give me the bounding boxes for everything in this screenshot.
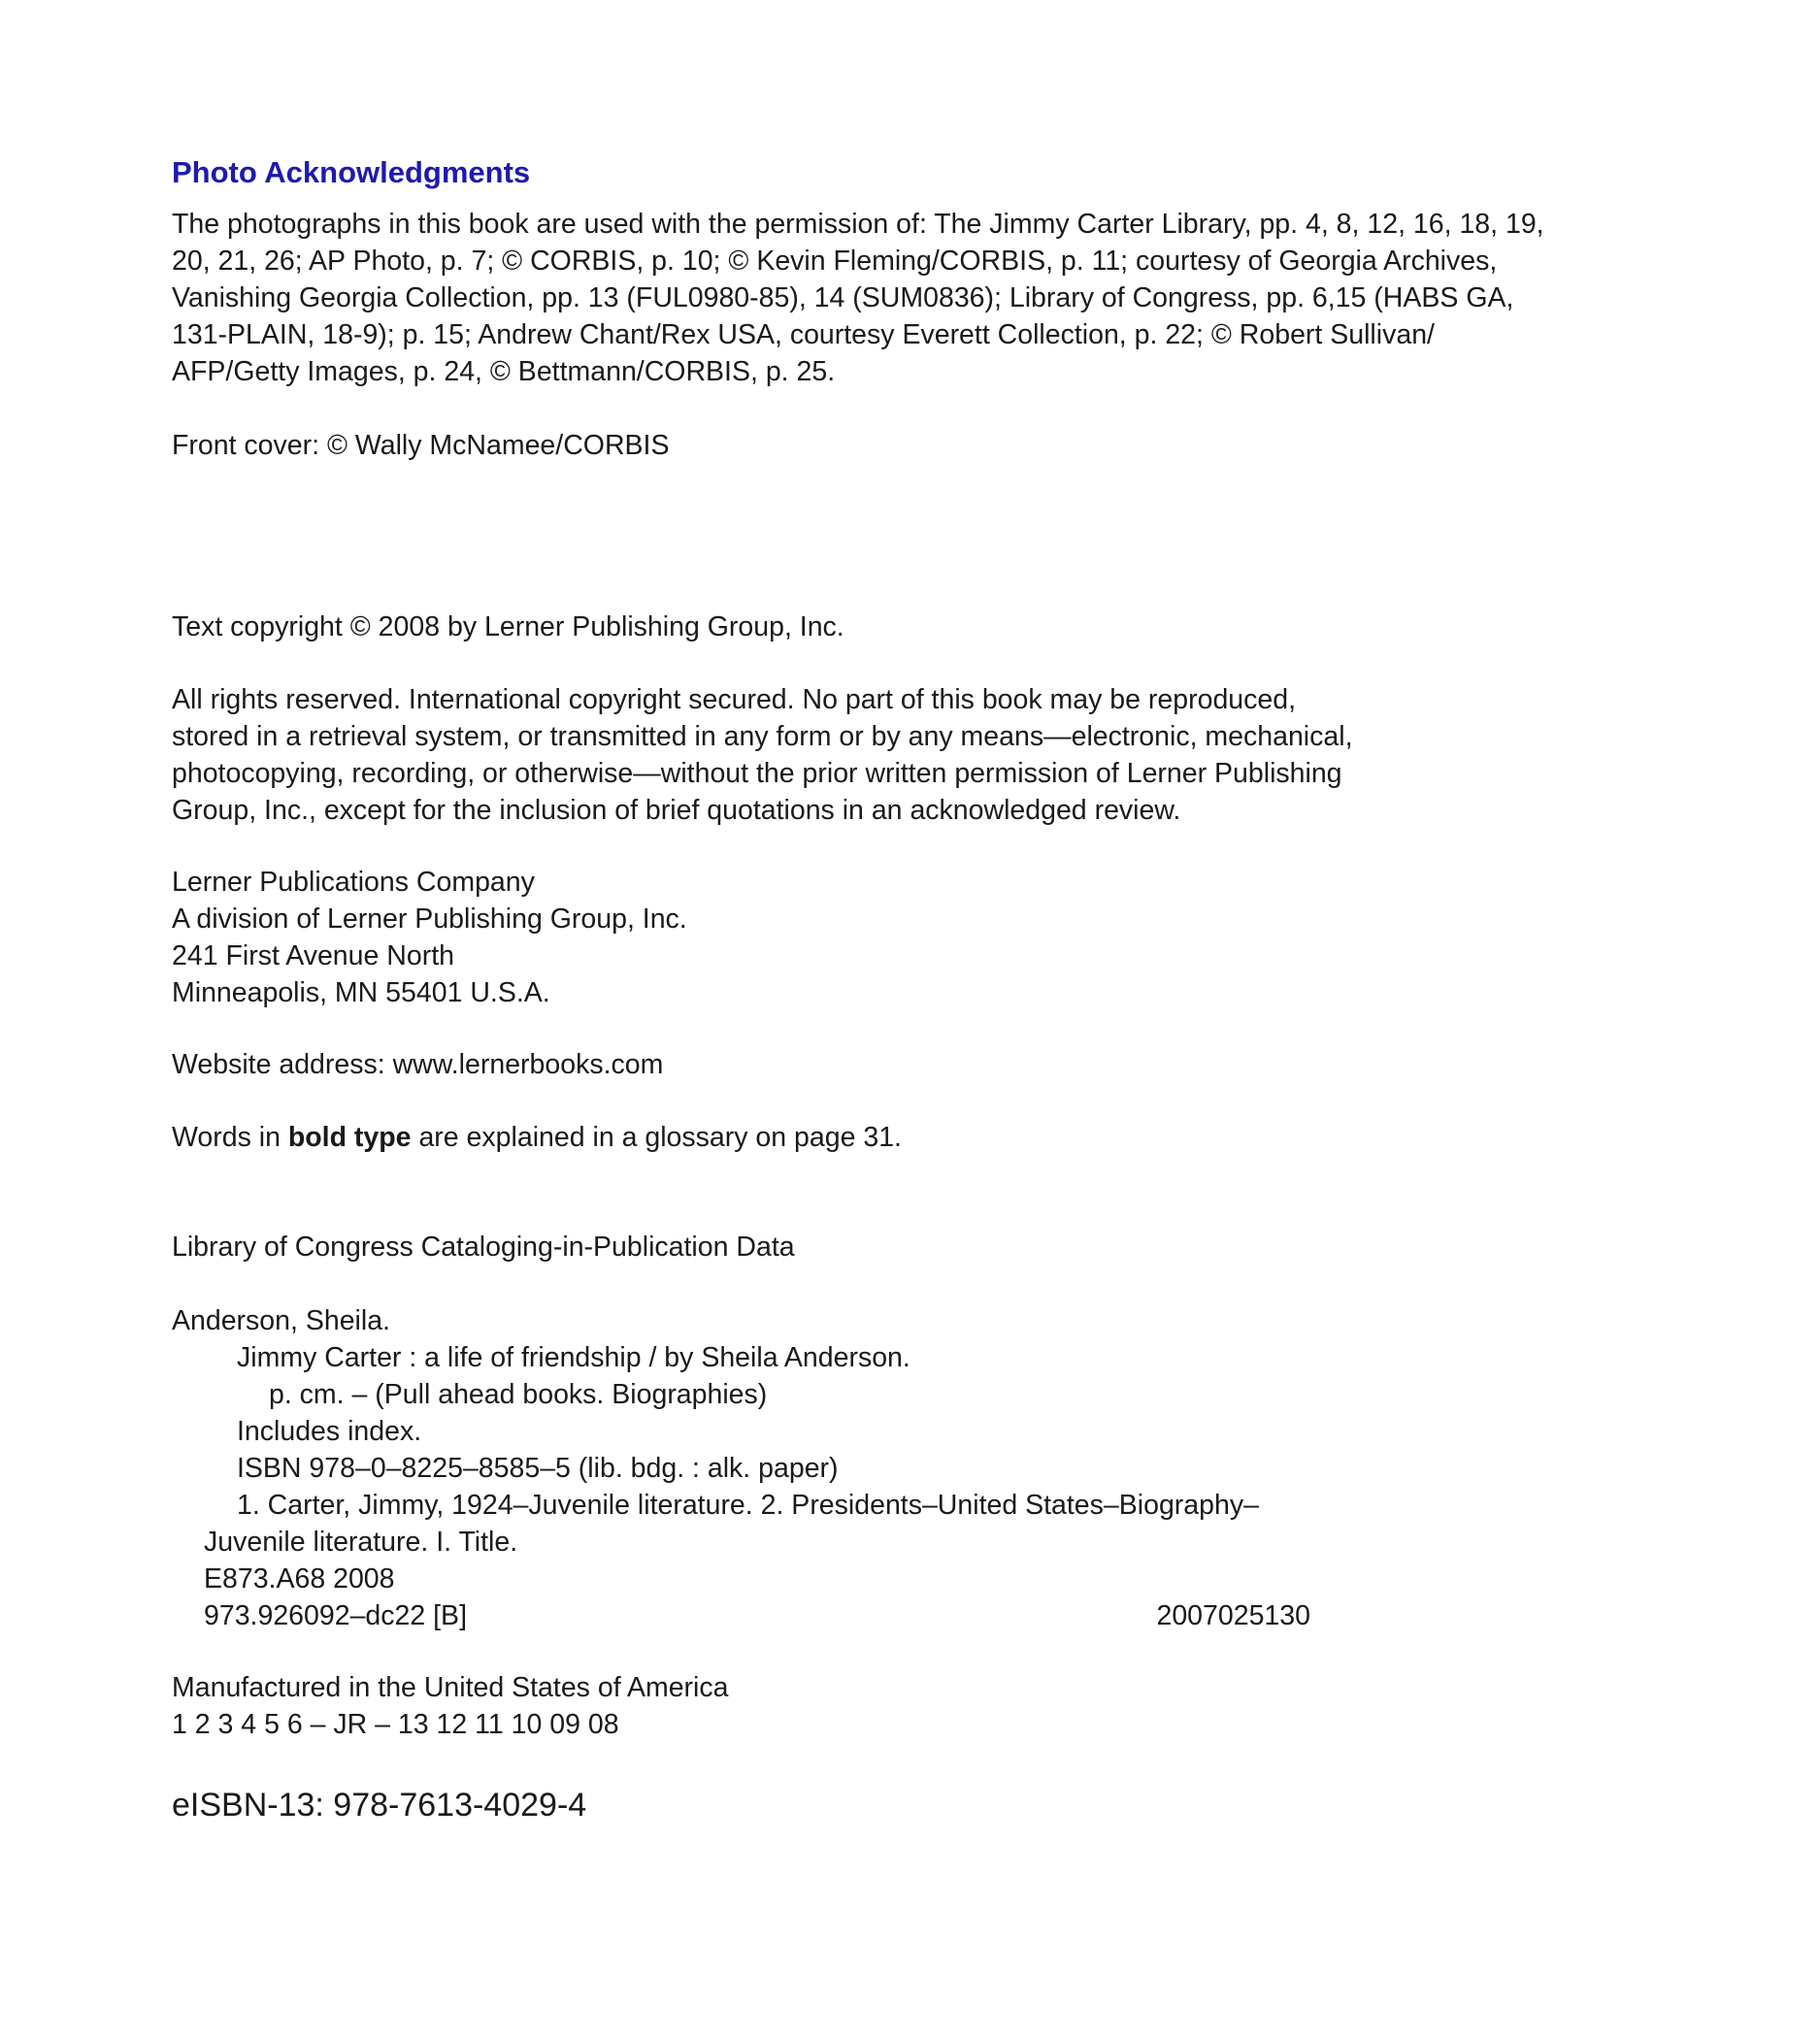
cip-dewey: 973.926092–dc22 [B] <box>204 1600 467 1631</box>
manufactured-line: Manufactured in the United States of America <box>172 1672 729 1703</box>
photo-acknowledgments-heading: Photo Acknowledgments <box>172 155 531 189</box>
text-copyright: Text copyright © 2008 by Lerner Publishing Group, Inc. <box>172 611 844 642</box>
cip-series-line: p. cm. – (Pull ahead books. Biographies) <box>269 1379 768 1410</box>
printing-line: 1 2 3 4 5 6 – JR – 13 12 11 10 09 08 <box>172 1709 619 1740</box>
glossary-note-before: Words in <box>172 1122 288 1153</box>
eisbn: eISBN-13: 978-7613-4029-4 <box>172 1787 587 1824</box>
cip-subjects-line: 1. Carter, Jimmy, 1924–Juvenile literature. 2. Presidents–United States–Biography– <box>237 1490 1259 1521</box>
acknowledgments-line: 131-PLAIN, 18-9); p. 15; Andrew Chant/Rex USA, courtesy Everett Collection, p. 22; © Robert Sullivan/ <box>172 319 1435 350</box>
cip-title-line: Jimmy Carter : a life of friendship / by Sheila Anderson. <box>237 1342 910 1373</box>
acknowledgments-line: AFP/Getty Images, p. 24, © Bettmann/CORBIS, p. 25. <box>172 356 836 387</box>
cip-lccn: 2007025130 <box>1156 1600 1310 1631</box>
cip-dewey-row <box>172 1597 1310 1634</box>
acknowledgments-line: 20, 21, 26; AP Photo, p. 7; © CORBIS, p. 10; © Kevin Fleming/CORBIS, p. 11; courtesy of Georgia Archives, <box>172 246 1498 277</box>
glossary-note-after: are explained in a glossary on page 31. <box>411 1122 902 1153</box>
front-cover-credit: Front cover: © Wally McNamee/CORBIS <box>172 430 670 461</box>
publisher-line: Minneapolis, MN 55401 U.S.A. <box>172 977 550 1008</box>
cip-data-block <box>172 1302 1310 1634</box>
cip-heading: Library of Congress Cataloging-in-Publication Data <box>172 1232 795 1263</box>
cip-isbn-line: ISBN 978–0–8225–8585–5 (lib. bdg. : alk. paper) <box>237 1453 839 1484</box>
rights-statement <box>172 681 1352 829</box>
glossary-note <box>172 1119 902 1156</box>
rights-line: photocopying, recording, or otherwise—without the prior written permission of Lerner Publishing <box>172 758 1342 789</box>
publisher-line: Lerner Publications Company <box>172 867 535 898</box>
glossary-note-bold: bold type <box>287 1122 412 1153</box>
cip-index-line: Includes index. <box>237 1416 422 1447</box>
cip-lc-class: E873.A68 2008 <box>204 1563 395 1594</box>
acknowledgments-line: Vanishing Georgia Collection, pp. 13 (FUL0980-85), 14 (SUM0836); Library of Congress, pp. 6,15 (HABS GA, <box>172 282 1514 313</box>
rights-line: All rights reserved. International copyright secured. No part of this book may be reproduced, <box>172 684 1297 715</box>
publisher-address <box>172 864 687 1011</box>
rights-line: Group, Inc., except for the inclusion of brief quotations in an acknowledged review. <box>172 795 1181 826</box>
rights-line: stored in a retrieval system, or transmitted in any form or by any means—electronic, mechanical, <box>172 721 1353 752</box>
acknowledgments-line: The photographs in this book are used with the permission of: The Jimmy Carter Library, pp. 4, 8, 12, 16, 18, 19, <box>172 209 1544 240</box>
website-address: Website address: www.lernerbooks.com <box>172 1049 664 1080</box>
cip-subjects-line: Juvenile literature. I. Title. <box>204 1527 518 1558</box>
photo-acknowledgments-text <box>172 206 1544 390</box>
cip-author: Anderson, Sheila. <box>172 1305 390 1336</box>
publisher-line: A division of Lerner Publishing Group, Inc. <box>172 904 687 935</box>
publisher-line: 241 First Avenue North <box>172 940 454 971</box>
manufacturing-info <box>172 1669 728 1743</box>
